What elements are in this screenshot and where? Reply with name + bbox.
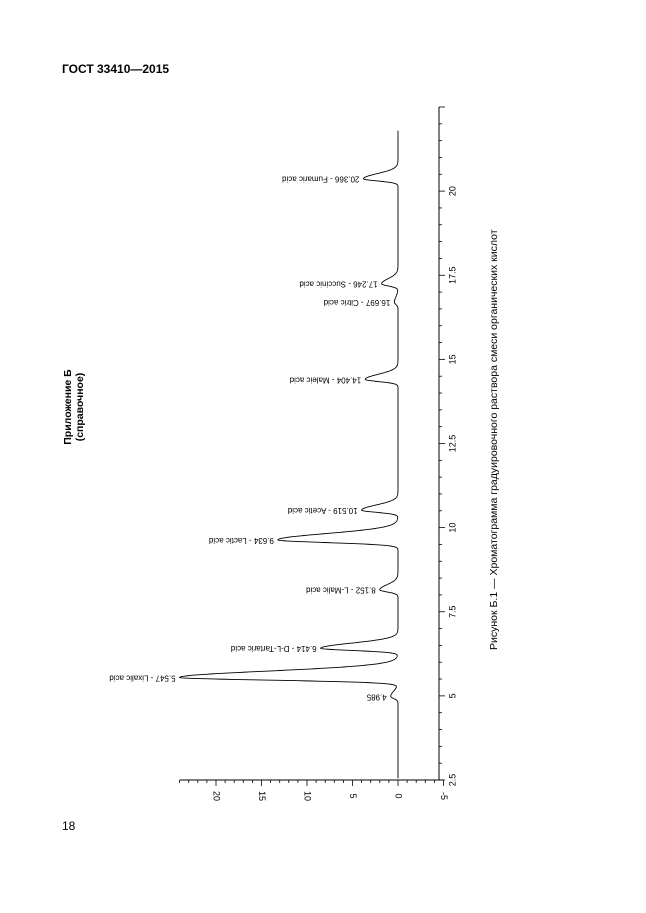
time-tick-label: 2.5 bbox=[447, 773, 458, 787]
time-tick-label: 5 bbox=[447, 693, 458, 699]
peak-label: 8.152 - L-Malic acid bbox=[305, 585, 376, 595]
signal-tick-label: 5 bbox=[348, 793, 359, 799]
chart-ticks bbox=[180, 107, 458, 801]
time-tick-label: 17.5 bbox=[447, 266, 458, 285]
peak-labels bbox=[109, 175, 390, 702]
peak-label: 4.985 bbox=[366, 692, 387, 702]
peak-label: 14.404 - Maleic acid bbox=[289, 375, 362, 385]
peak-label: 6.414 - D-L-Tartaric acid bbox=[230, 644, 317, 654]
signal-tick-label: -5 bbox=[439, 791, 450, 801]
time-tick-label: 15 bbox=[447, 354, 458, 365]
time-tick-label: 12.5 bbox=[447, 434, 458, 453]
signal-tick-label: 10 bbox=[302, 790, 313, 802]
page-number: 18 bbox=[62, 819, 76, 833]
document-header: ГОСТ 33410—2015 bbox=[62, 62, 170, 76]
peak-label: 10.519 - Acetic acid bbox=[287, 506, 358, 516]
time-tick-label: 10 bbox=[447, 522, 458, 533]
signal-tick-label: 0 bbox=[393, 793, 404, 799]
appendix-title: Приложение Б bbox=[62, 369, 74, 445]
peak-label: 9.634 - Lactic acid bbox=[208, 535, 274, 545]
peak-label: 17.246 - Succinic acid bbox=[299, 279, 378, 289]
chromatogram-trace bbox=[180, 131, 398, 779]
signal-tick-label: 20 bbox=[211, 790, 222, 802]
signal-tick-label: 15 bbox=[257, 790, 268, 802]
peak-label: 5.547 - Lixalic acid bbox=[109, 673, 176, 683]
peak-label: 20.366 - Fumaric acid bbox=[282, 174, 360, 184]
figure-caption: Рисунок Б.1 — Хроматограмма градуировочного раствора смеси органических кислот bbox=[488, 229, 500, 650]
time-tick-label: 7.5 bbox=[447, 605, 458, 619]
time-tick-label: 20 bbox=[447, 186, 458, 197]
peak-label: 16.697 - Citric acid bbox=[323, 298, 391, 308]
appendix-subtitle: (справочное) bbox=[74, 372, 86, 442]
